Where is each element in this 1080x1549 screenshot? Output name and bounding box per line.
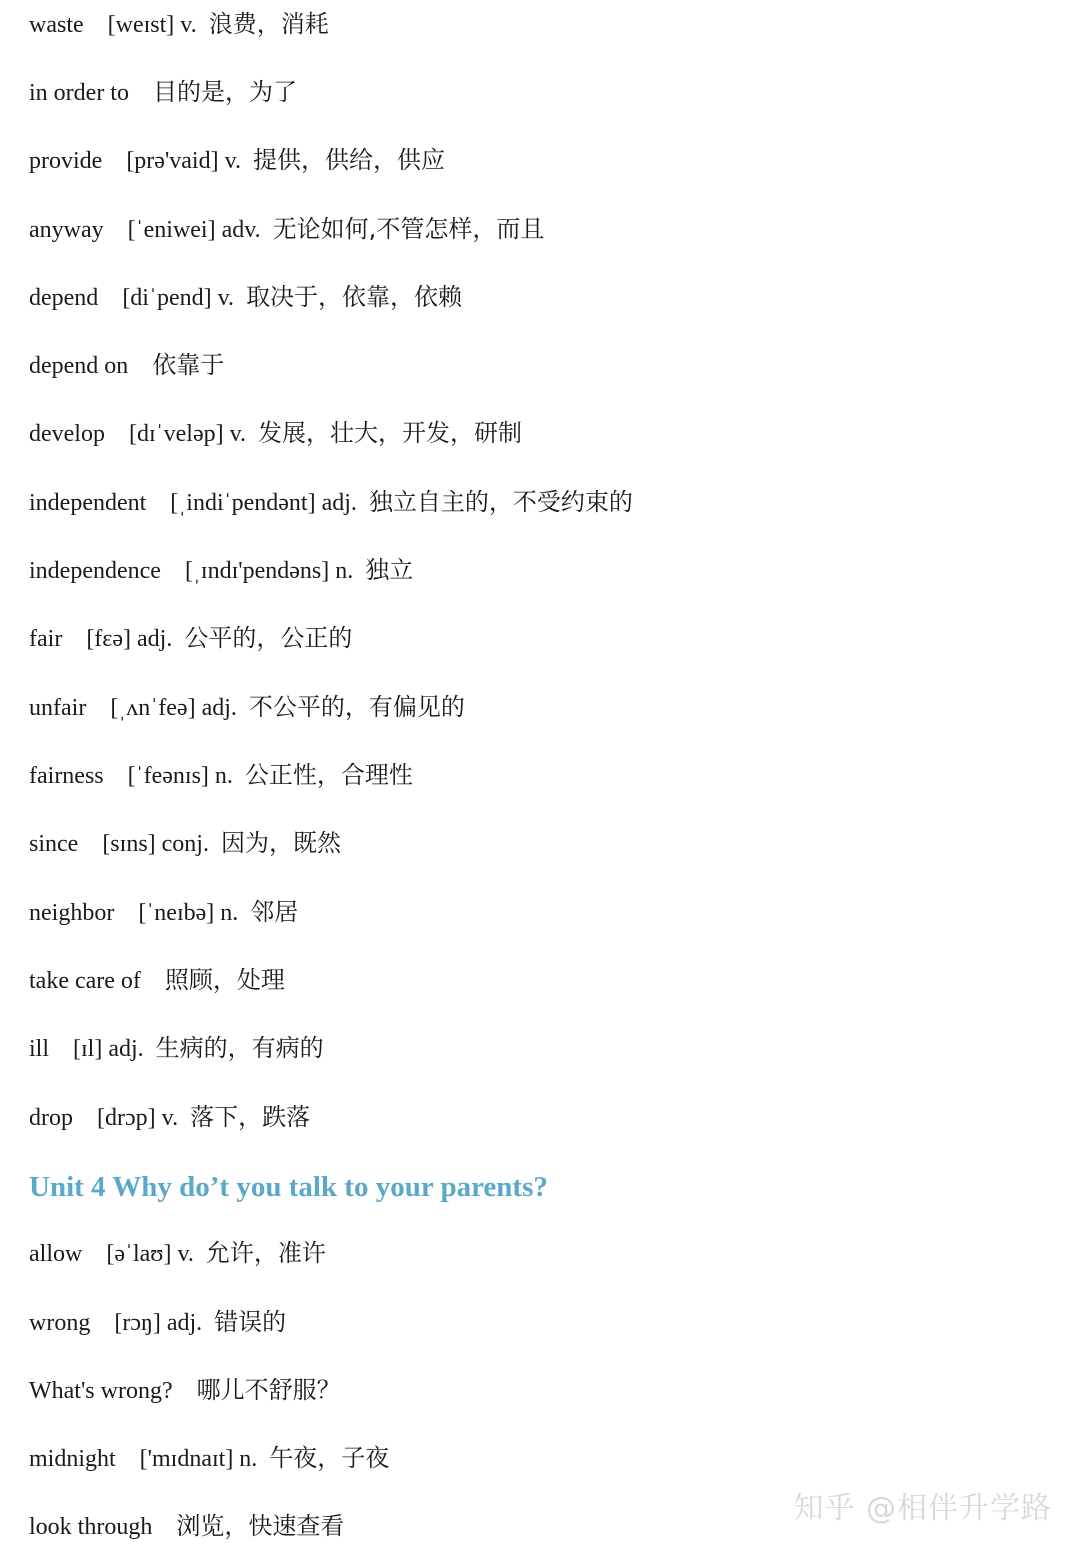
entry-word: drop <box>29 1105 73 1131</box>
vocab-entry <box>29 618 352 658</box>
entry-phonetic: [ɪl] adj. <box>73 1036 144 1062</box>
entry-meaning: 邻居 <box>250 898 299 926</box>
entry-word: fair <box>29 626 63 652</box>
entry-meaning: 独立自主的，不受约束的 <box>368 488 633 516</box>
vocab-entry <box>29 755 413 795</box>
entry-meaning: 因为，既然 <box>220 829 341 857</box>
vocab-entry <box>29 4 329 44</box>
entry-phonetic: ['mɪdnaɪt] n. <box>139 1446 258 1472</box>
entry-word: allow <box>29 1241 83 1267</box>
entry-meaning: 哪儿不舒服？ <box>196 1376 341 1404</box>
vocab-entry <box>29 823 341 863</box>
vocab-entry <box>29 209 544 249</box>
vocab-entry <box>29 140 445 180</box>
entry-phonetic: [ˈeniwei] adv. <box>127 217 261 243</box>
entry-phonetic: [ˌindiˈpendənt] adj. <box>170 490 357 516</box>
entry-meaning: 无论如何,不管怎样，而且 <box>272 215 545 243</box>
entry-phonetic: [fɛə] adj. <box>86 626 173 652</box>
entry-meaning: 公正性，合理性 <box>244 761 413 789</box>
entry-meaning: 独立 <box>365 556 414 584</box>
entry-phonetic: [prə'vaid] v. <box>126 148 242 174</box>
vocab-entry <box>29 482 633 522</box>
entry-word: ill <box>29 1036 50 1062</box>
entry-word: provide <box>29 148 103 174</box>
vocab-entry <box>29 345 224 385</box>
entry-word: neighbor <box>29 900 115 926</box>
entry-word: in order to <box>29 80 129 106</box>
entry-word: waste <box>29 12 84 38</box>
entry-word: independent <box>29 490 147 516</box>
entry-meaning: 取决于，依靠，依赖 <box>246 283 463 311</box>
entry-word: What's wrong? <box>29 1378 173 1404</box>
vocab-entry <box>29 1370 341 1410</box>
entry-word: wrong <box>29 1310 91 1336</box>
entry-phonetic: [ˌɪndɪ'pendəns] n. <box>184 558 354 584</box>
entry-meaning: 公平的，公正的 <box>184 624 353 652</box>
watermark: 知乎 @相伴升学路 <box>793 1491 1052 1526</box>
vocab-entry <box>29 687 465 727</box>
entry-meaning: 发展，壮大，开发，研制 <box>258 419 523 447</box>
entry-meaning: 目的是，为了 <box>152 78 297 106</box>
vocab-entry <box>29 1028 324 1068</box>
entry-phonetic: [sɪns] conj. <box>102 831 209 857</box>
entry-phonetic: [ˈfeənɪs] n. <box>127 763 233 789</box>
entry-meaning: 落下，跌落 <box>190 1103 311 1131</box>
entry-word: look through <box>29 1514 153 1540</box>
vocab-entry <box>29 1438 389 1478</box>
entry-phonetic: [ˌʌnˈfeə] adj. <box>110 695 237 721</box>
vocab-entry <box>29 550 413 590</box>
entry-meaning: 允许，准许 <box>205 1239 326 1267</box>
entry-word: develop <box>29 421 105 447</box>
entry-meaning: 浪费，消耗 <box>208 10 329 38</box>
entry-word: midnight <box>29 1446 116 1472</box>
entry-phonetic: [rɔŋ] adj. <box>114 1310 203 1336</box>
entry-meaning: 依靠于 <box>152 351 225 379</box>
entry-word: anyway <box>29 217 104 243</box>
entry-word: depend <box>29 285 99 311</box>
vocab-entry <box>29 413 522 453</box>
vocab-entry <box>29 1233 326 1273</box>
entry-word: independence <box>29 558 161 584</box>
vocab-entry <box>29 960 285 1000</box>
entry-phonetic: [diˈpend] v. <box>122 285 235 311</box>
entry-word: depend on <box>29 353 129 379</box>
entry-word: fairness <box>29 763 104 789</box>
vocab-entry <box>29 1506 344 1546</box>
entry-meaning: 生病的，有病的 <box>155 1034 324 1062</box>
entry-word: since <box>29 831 79 857</box>
entry-word: unfair <box>29 695 87 721</box>
entry-phonetic: [weɪst] v. <box>107 12 197 38</box>
entry-meaning: 浏览，快速查看 <box>176 1512 345 1540</box>
unit-heading: Unit 4 Why do’t you talk to your parents? <box>29 1171 548 1203</box>
entry-meaning: 提供，供给，供应 <box>253 146 446 174</box>
entry-meaning: 错误的 <box>214 1308 287 1336</box>
entry-meaning: 午夜，子夜 <box>269 1444 390 1472</box>
vocab-entry <box>29 1302 286 1342</box>
entry-phonetic: [ˈneɪbə] n. <box>138 900 239 926</box>
vocab-entry <box>29 277 462 317</box>
vocab-entry <box>29 1097 310 1137</box>
entry-meaning: 照顾，处理 <box>164 966 285 994</box>
entry-phonetic: [əˈlaʊ] v. <box>106 1241 194 1267</box>
entry-word: take care of <box>29 968 141 994</box>
vocab-entry <box>29 892 298 932</box>
entry-phonetic: [dɪˈveləp] v. <box>128 421 247 447</box>
entry-meaning: 不公平的，有偏见的 <box>248 693 465 721</box>
entry-phonetic: [drɔp] v. <box>97 1105 179 1131</box>
vocab-entry <box>29 72 297 112</box>
